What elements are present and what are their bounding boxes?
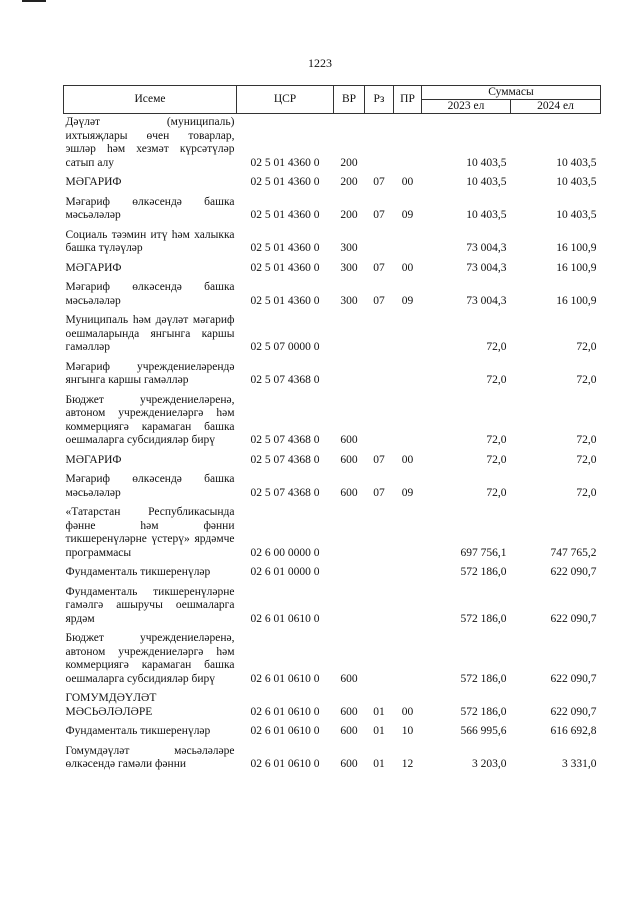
row-pr (394, 359, 422, 392)
row-pr (394, 630, 422, 690)
row-pr: 09 (401, 486, 414, 499)
row-csr: 02 6 01 0000 0 (250, 566, 320, 578)
row-vr: 200 (340, 209, 358, 221)
row-amount-2024: 10 403,5 (556, 209, 597, 221)
row-pr (394, 227, 422, 260)
row-csr: 02 5 07 4368 0 (250, 453, 320, 466)
row-amount-2023: 73 004,3 (466, 261, 507, 274)
row-amount-2023: 572 186,0 (460, 566, 507, 578)
row-pr: 00 (401, 705, 414, 718)
row-amount-2023: 73 004,3 (466, 242, 507, 254)
row-amount-2023: 566 995,6 (460, 725, 507, 737)
row-vr: 300 (340, 242, 358, 254)
row-amount-2023: 572 186,0 (460, 612, 507, 625)
row-csr: 02 5 07 4368 0 (250, 374, 320, 386)
row-name: Бюджет учреждениеләренә, автоном учреждениеләргә һәм коммерциягә карамаган башка оешмаларга субсидияләр бирү (65, 393, 235, 446)
row-vr: 300 (340, 261, 358, 274)
row-rz (365, 359, 394, 392)
row-amount-2024: 72,0 (576, 374, 597, 386)
row-csr: 02 5 07 4368 0 (250, 486, 320, 499)
row-amount-2024: 622 090,7 (550, 612, 597, 625)
row-amount-2024: 72,0 (576, 453, 597, 466)
row-name: Фундаменталь тикшеренүләр (65, 725, 211, 737)
table-row (64, 504, 601, 564)
row-rz (365, 564, 394, 584)
row-csr: 02 5 01 4360 0 (250, 176, 320, 188)
table-row (64, 723, 601, 743)
row-amount-2023: 3 203,0 (472, 758, 507, 770)
row-pr: 00 (401, 176, 414, 188)
row-rz: 07 (373, 176, 385, 188)
row-name: Фундаменталь тикшеренүләр (65, 566, 211, 578)
row-csr: 02 5 01 4360 0 (250, 209, 320, 221)
row-vr (334, 564, 365, 584)
row-vr (334, 359, 365, 392)
row-rz: 07 (373, 486, 385, 499)
row-amount-2023: 572 186,0 (460, 705, 507, 718)
row-pr: 10 (401, 725, 414, 737)
row-amount-2023: 72,0 (486, 486, 507, 499)
row-pr (394, 114, 422, 175)
row-name: МӘГАРИФ (65, 261, 122, 274)
table-row (64, 114, 601, 175)
row-vr: 300 (340, 294, 358, 307)
table-row (64, 312, 601, 359)
row-amount-2023: 10 403,5 (466, 156, 507, 169)
row-name: Дәүләт (муниципаль) ихтыяҗлары өчен товарлар, эшләр һәм хезмәт күрсәтүләр сатып алу (65, 116, 235, 169)
row-name: ГОМУМДӘҮЛӘТ МӘСЬӘЛӘЛӘРЕ (65, 692, 157, 718)
row-vr: 200 (340, 156, 358, 169)
row-amount-2024: 16 100,9 (556, 261, 597, 274)
row-pr (394, 312, 422, 359)
row-amount-2024: 72,0 (576, 486, 597, 499)
row-vr: 600 (340, 434, 358, 446)
row-pr: 09 (401, 294, 414, 307)
scan-artifact (22, 0, 46, 2)
row-vr (334, 312, 365, 359)
row-amount-2024: 3 331,0 (562, 758, 597, 770)
row-vr: 600 (340, 725, 358, 737)
row-name: Мәгариф өлкәсендә башка мәсьәләләр (65, 281, 235, 307)
row-vr: 600 (340, 672, 358, 685)
table-row (64, 743, 601, 776)
page-number: 1223 (308, 56, 332, 70)
row-csr: 02 6 01 0610 0 (250, 612, 320, 625)
row-pr (394, 392, 422, 452)
row-csr: 02 5 01 4360 0 (250, 261, 320, 274)
budget-table (63, 85, 601, 776)
header-sums: Суммасы (422, 86, 601, 100)
row-amount-2024: 10 403,5 (556, 176, 597, 188)
row-csr: 02 6 01 0610 0 (250, 672, 320, 685)
row-rz: 01 (373, 705, 385, 718)
table-row (64, 392, 601, 452)
row-pr: 09 (401, 209, 414, 221)
row-vr: 600 (340, 486, 358, 499)
row-vr: 200 (340, 176, 358, 188)
row-rz: 07 (373, 294, 385, 307)
row-amount-2023: 10 403,5 (466, 176, 507, 188)
row-amount-2024: 622 090,7 (550, 566, 597, 578)
row-rz: 07 (373, 209, 385, 221)
row-pr (394, 564, 422, 584)
header-pr: ПР (394, 86, 422, 114)
row-name: Бюджет учреждениеләренә, автоном учреждениеләргә һәм коммерциягә карамаган башка оешмаларга субсидияләр бирү (65, 632, 235, 685)
header-vr: ВР (334, 86, 365, 114)
row-csr: 02 6 01 0610 0 (250, 705, 320, 718)
table-row (64, 584, 601, 631)
table-body (64, 114, 601, 776)
header-csr: ЦСР (237, 86, 334, 114)
row-name: МӘГАРИФ (65, 176, 122, 188)
row-rz (365, 312, 394, 359)
row-amount-2024: 622 090,7 (550, 672, 597, 685)
row-rz (365, 630, 394, 690)
row-vr: 600 (340, 758, 358, 770)
row-rz (365, 392, 394, 452)
header-rz: Рз (365, 86, 394, 114)
row-csr: 02 6 01 0610 0 (250, 758, 320, 770)
row-rz: 01 (373, 725, 385, 737)
row-amount-2023: 10 403,5 (466, 209, 507, 221)
row-amount-2024: 72,0 (576, 341, 597, 353)
table-row (64, 452, 601, 472)
table-row (64, 630, 601, 690)
row-name: Мәгариф өлкәсендә башка мәсьәләләр (65, 473, 235, 499)
table-row (64, 359, 601, 392)
row-vr (334, 584, 365, 631)
row-amount-2024: 16 100,9 (556, 242, 597, 254)
row-csr: 02 5 01 4360 0 (250, 156, 320, 169)
table-row (64, 564, 601, 584)
row-rz (365, 227, 394, 260)
row-amount-2024: 747 765,2 (550, 546, 597, 559)
row-name: Социаль тәэмин итү һәм халыкка башка түләүләр (65, 228, 235, 254)
row-amount-2024: 616 692,8 (550, 725, 597, 737)
row-csr: 02 5 01 4360 0 (250, 242, 320, 254)
row-rz (365, 114, 394, 175)
table-row (64, 260, 601, 280)
row-amount-2023: 72,0 (486, 453, 507, 466)
row-amount-2023: 72,0 (486, 374, 507, 386)
row-amount-2024: 10 403,5 (556, 156, 597, 169)
row-amount-2024: 622 090,7 (550, 705, 597, 718)
row-rz: 07 (373, 453, 385, 466)
header-year-2023: 2023 ел (422, 100, 511, 114)
row-rz (365, 584, 394, 631)
row-pr: 00 (401, 261, 414, 274)
table-row (64, 471, 601, 504)
row-amount-2023: 572 186,0 (460, 672, 507, 685)
row-name: Мәгариф учреждениеләрендә янгынга каршы гамәлләр (65, 360, 235, 386)
row-amount-2023: 72,0 (486, 341, 507, 353)
table-row (64, 174, 601, 194)
row-amount-2023: 72,0 (486, 434, 507, 446)
table-row (64, 194, 601, 227)
row-name: «Татарстан Республикасында фәнне һәм фәнни тикшеренүләрне үстерү» ярдәмче программасы (65, 506, 235, 559)
row-csr: 02 6 01 0610 0 (250, 725, 320, 737)
row-csr: 02 6 00 0000 0 (250, 546, 320, 559)
row-pr: 00 (401, 453, 414, 466)
row-pr: 12 (401, 758, 414, 770)
row-pr (394, 504, 422, 564)
row-name: Гомумдәүләт мәсьәләләре өлкәсендә гамәли фәнни (65, 744, 235, 770)
row-amount-2023: 73 004,3 (466, 294, 507, 307)
row-vr: 600 (340, 453, 358, 466)
row-rz (365, 504, 394, 564)
row-amount-2024: 72,0 (576, 434, 597, 446)
row-csr: 02 5 01 4360 0 (250, 294, 320, 307)
table-row (64, 279, 601, 312)
row-csr: 02 5 07 4368 0 (250, 434, 320, 446)
row-amount-2024: 16 100,9 (556, 294, 597, 307)
header-name: Исеме (64, 86, 237, 114)
row-amount-2023: 697 756,1 (460, 546, 507, 559)
row-name: Мәгариф өлкәсендә башка мәсьәләләр (65, 195, 235, 221)
header-year-2024: 2024 ел (511, 100, 601, 114)
row-vr: 600 (340, 705, 358, 718)
row-name: Муниципаль һәм дәүләт мәгариф оешмаларында янгынга каршы гамәлләр (65, 314, 235, 353)
table-row (64, 690, 601, 723)
row-rz: 01 (373, 758, 385, 770)
row-rz: 07 (373, 261, 385, 274)
row-csr: 02 5 07 0000 0 (250, 341, 320, 353)
row-name: Фундаменталь тикшеренүләрне гамәлгә ашыручы оешмаларга ярдәм (65, 585, 235, 625)
row-pr (394, 584, 422, 631)
table-row (64, 227, 601, 260)
row-name: МӘГАРИФ (65, 453, 122, 466)
row-vr (334, 504, 365, 564)
